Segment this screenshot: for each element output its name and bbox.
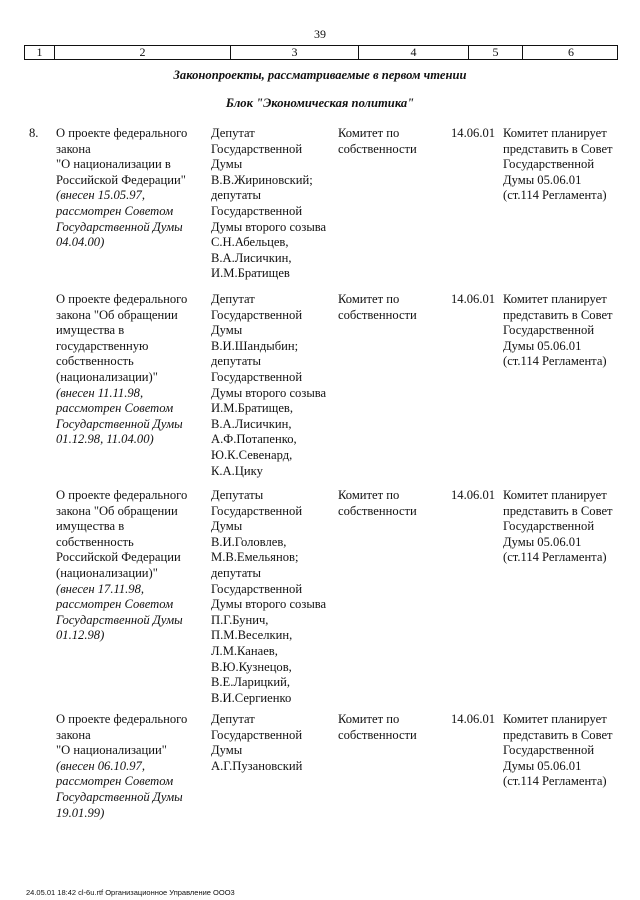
text-line: Думы 05.06.01 (503, 338, 582, 353)
text-line: "О национализации в (56, 157, 171, 172)
block-title: Блок "Экономическая политика" (225, 96, 415, 110)
text-line: Думы (211, 519, 243, 534)
text-line: закона (56, 727, 91, 742)
text-line: собственности (338, 503, 417, 518)
text-line: (национализации)" (56, 369, 158, 384)
text-line: Государственной (503, 323, 595, 338)
review-date: 14.06.01 (451, 126, 496, 140)
text-line: Государственной (211, 581, 303, 596)
bill-title (56, 712, 206, 821)
text-line: 01.12.98, 11.04.00) (56, 432, 154, 447)
text-line: Депутат (211, 126, 255, 140)
text-line: представить в Совет (503, 727, 613, 742)
column-header-cell: 2 (55, 46, 231, 59)
text-line: А.Г.Пузановский (211, 758, 303, 773)
entry-number: 8. (29, 126, 39, 140)
text-line: закона "Об обращении (56, 307, 178, 322)
committee-note (503, 126, 621, 204)
text-line: представить в Совет (503, 503, 613, 518)
section-title: Законопроекты, рассматриваемые в первом чтении (173, 68, 467, 82)
text-line: Думы 05.06.01 (503, 534, 582, 549)
text-line: (ст.114 Регламента) (503, 550, 607, 565)
text-line: Государственной Думы (56, 219, 183, 234)
text-line: 01.12.98) (56, 628, 105, 643)
text-line: Комитет по (338, 292, 400, 306)
text-line: "О национализации" (56, 743, 167, 758)
text-line: О проекте федерального (56, 126, 188, 140)
text-line: П.Г.Бунич, (211, 612, 269, 627)
text-line: Думы второго созыва (211, 219, 327, 234)
page-number: 39 (314, 27, 326, 41)
bill-authors (211, 712, 333, 774)
committee-note (503, 292, 621, 370)
column-header-cell: 4 (359, 46, 469, 59)
text-line: закона (56, 141, 91, 156)
text-line: К.А.Цику (211, 463, 263, 478)
text-line: депутаты (211, 565, 261, 580)
text-line: депутаты (211, 354, 261, 369)
text-line: Думы второго созыва (211, 597, 327, 612)
document-footer: 24.05.01 18:42 cl-6u.rtf Организационное Управление ООО3 (26, 888, 235, 897)
text-line: (ст.114 Регламента) (503, 774, 607, 789)
text-line: Российской Федерации" (56, 172, 186, 187)
text-line: В.В.Жириновский; (211, 172, 313, 187)
text-line: Комитет планирует (503, 292, 607, 306)
text-line: В.И.Сергиенко (211, 690, 292, 705)
text-line: государственную (56, 338, 149, 353)
text-line: А.Ф.Потапенко, (211, 432, 297, 447)
text-line: Думы (211, 157, 243, 172)
text-line: В.И.Шандыбин; (211, 338, 299, 353)
review-date: 14.06.01 (451, 292, 496, 306)
bill-title (56, 488, 206, 644)
text-line: Думы 05.06.01 (503, 758, 582, 773)
column-header-cell: 3 (231, 46, 359, 59)
text-line: собственность (56, 354, 134, 369)
text-line: Государственной (503, 157, 595, 172)
text-line: имущества в (56, 323, 125, 338)
text-line: Российской Федерации (56, 550, 181, 565)
text-line: Думы (211, 323, 243, 338)
responsible-committee (338, 126, 443, 157)
text-line: Государственной (211, 307, 303, 322)
text-line: рассмотрен Советом (56, 597, 174, 612)
text-line: Комитет по (338, 488, 400, 502)
text-line: рассмотрен Советом (56, 203, 174, 218)
text-line: И.М.Братищев, (211, 401, 294, 416)
text-line: Депутаты (211, 488, 264, 502)
column-header-cell: 5 (469, 46, 523, 59)
text-line: П.М.Веселкин, (211, 628, 293, 643)
text-line: Государственной Думы (56, 789, 183, 804)
text-line: О проекте федерального (56, 488, 188, 502)
bill-authors (211, 292, 333, 479)
text-line: Ю.К.Севенард, (211, 447, 293, 462)
text-line: (внесен 17.11.98, (56, 581, 145, 596)
text-line: Комитет планирует (503, 126, 607, 140)
text-line: Комитет планирует (503, 488, 607, 502)
text-line: собственности (338, 141, 417, 156)
text-line: В.А.Лисичкин, (211, 416, 292, 431)
text-line: закона "Об обращении (56, 503, 178, 518)
committee-note (503, 488, 621, 566)
text-line: Л.М.Канаев, (211, 643, 278, 658)
text-line: О проекте федерального (56, 712, 188, 726)
text-line: (внесен 06.10.97, (56, 758, 145, 773)
bill-authors (211, 488, 333, 706)
review-date: 14.06.01 (451, 712, 496, 726)
responsible-committee (338, 488, 443, 519)
text-line: В.А.Лисичкин, (211, 250, 292, 265)
text-line: Комитет планирует (503, 712, 607, 726)
text-line: Государственной (503, 743, 595, 758)
text-line: Государственной Думы (56, 416, 183, 431)
column-number-header (24, 45, 618, 60)
committee-note (503, 712, 621, 790)
text-line: Думы (211, 743, 243, 758)
text-line: собственность (56, 534, 134, 549)
text-line: И.М.Братищев (211, 266, 290, 281)
text-line: (внесен 15.05.97, (56, 188, 145, 203)
text-line: О проекте федерального (56, 292, 188, 306)
text-line: Комитет по (338, 126, 400, 140)
text-line: С.Н.Абельцев, (211, 235, 289, 250)
text-line: Государственной (211, 369, 303, 384)
text-line: Государственной (211, 203, 303, 218)
text-line: представить в Совет (503, 141, 613, 156)
text-line: представить в Совет (503, 307, 613, 322)
text-line: 19.01.99) (56, 805, 105, 820)
responsible-committee (338, 292, 443, 323)
text-line: (ст.114 Регламента) (503, 188, 607, 203)
text-line: собственности (338, 307, 417, 322)
text-line: имущества в (56, 519, 125, 534)
text-line: В.Ю.Кузнецов, (211, 659, 292, 674)
text-line: Депутат (211, 292, 255, 306)
text-line: Думы 05.06.01 (503, 172, 582, 187)
text-line: Государственной (503, 519, 595, 534)
text-line: собственности (338, 727, 417, 742)
bill-title (56, 126, 206, 251)
text-line: (национализации)" (56, 565, 158, 580)
column-header-cell: 6 (568, 45, 574, 59)
text-line: (ст.114 Регламента) (503, 354, 607, 369)
text-line: (внесен 11.11.98, (56, 385, 144, 400)
text-line: Государственной (211, 727, 303, 742)
text-line: Государственной Думы (56, 612, 183, 627)
bill-title (56, 292, 206, 448)
text-line: В.И.Головлев, (211, 534, 287, 549)
text-line: рассмотрен Советом (56, 401, 174, 416)
text-line: Комитет по (338, 712, 400, 726)
column-header-cell: 1 (25, 46, 55, 59)
text-line: Государственной (211, 503, 303, 518)
bill-authors (211, 126, 333, 282)
text-line: Депутат (211, 712, 255, 726)
text-line: рассмотрен Советом (56, 774, 174, 789)
text-line: 04.04.00) (56, 235, 105, 250)
text-line: Государственной (211, 141, 303, 156)
review-date: 14.06.01 (451, 488, 496, 502)
text-line: В.Е.Ларицкий, (211, 675, 291, 690)
text-line: М.В.Емельянов; (211, 550, 299, 565)
text-line: Думы второго созыва (211, 385, 327, 400)
text-line: депутаты (211, 188, 261, 203)
responsible-committee (338, 712, 443, 743)
